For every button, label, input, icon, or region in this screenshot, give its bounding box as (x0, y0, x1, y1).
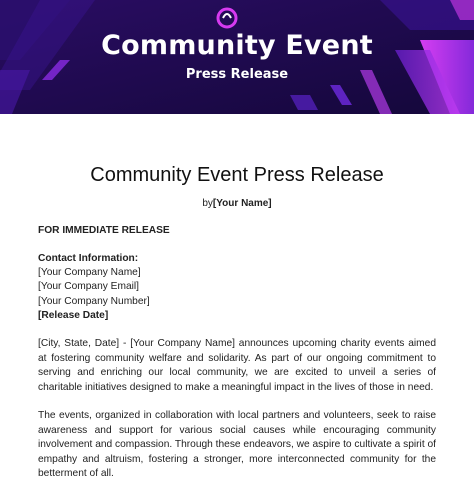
contact-heading: Contact Information: (38, 253, 139, 264)
brand-logo-icon (216, 6, 238, 30)
document-title: Community Event Press Release (90, 164, 384, 186)
author-placeholder: [Your Name] (212, 198, 272, 209)
contact-company-name: [Your Company Name] (38, 267, 141, 278)
byline-prefix: by (202, 198, 213, 209)
banner-subtitle: Press Release (185, 67, 289, 82)
release-date: [Release Date] (38, 310, 109, 321)
paragraph-events: The events, organized in collaboration with local partners and volunteers, seek to raise awareness and support for various social causes while encouraging community involvement and compassion. Through these endeavors, we aspire to cultivate a spirit of empathy and altruism, fostering a stronger, more interconnected community for the betterment of all. (38, 410, 436, 479)
release-notice: FOR IMMEDIATE RELEASE (38, 225, 170, 236)
banner-title: Community Event (101, 30, 373, 61)
contact-company-email: [Your Company Email] (38, 281, 139, 292)
paragraph-intro: [City, State, Date] - [Your Company Name] announces upcoming charity events aimed at fostering community welfare and solidarity. As part of our ongoing commitment to serving and enriching our local community, we are excited to unveil a series of charitable initiatives designed to make a meaningful impact in the lives of those in need. (38, 338, 436, 393)
byline (0, 198, 474, 209)
header-banner (0, 0, 474, 114)
contact-company-number: [Your Company Number] (38, 296, 150, 307)
